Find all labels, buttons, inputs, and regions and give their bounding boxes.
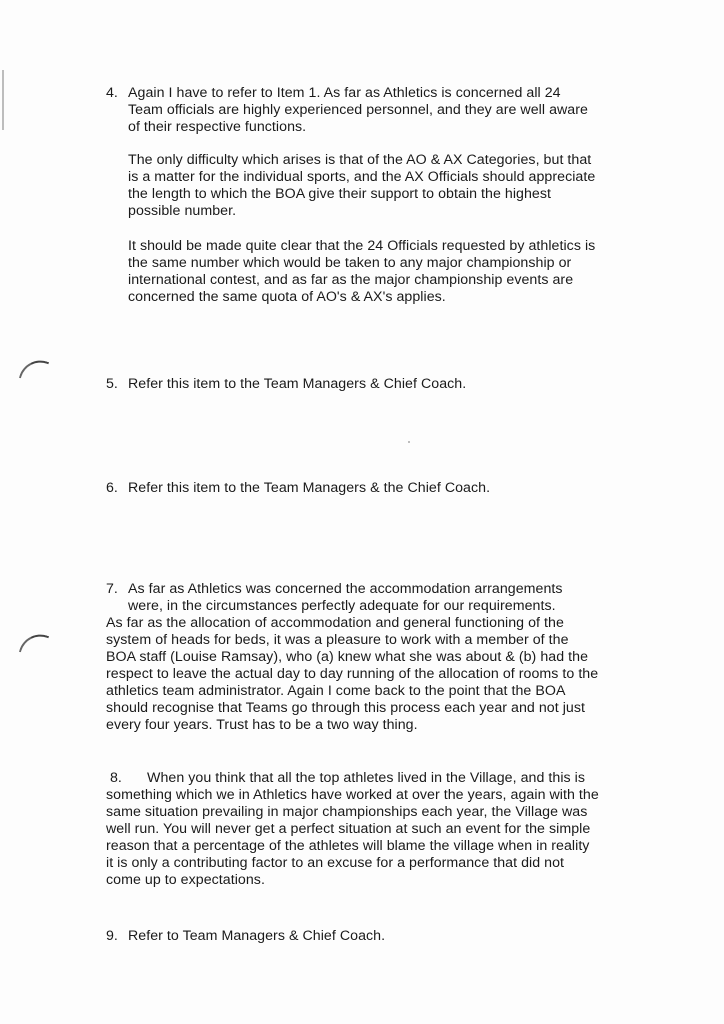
- item-7-line-2: were, in the circumstances perfectly adequate for our requirements.: [128, 598, 556, 614]
- item-4-p1-line-1: Again I have to refer to Item 1. As far as Athletics is concerned all 24: [128, 85, 561, 101]
- item-8-line-1: When you think that all the top athletes lived in the Village, and this is: [147, 770, 585, 786]
- item-8-line-7: come up to expectations.: [106, 872, 265, 888]
- punch-hole-mark-top: [19, 355, 49, 385]
- item-5-line-1: Refer this item to the Team Managers & Chief Coach.: [128, 376, 467, 392]
- item-9-line-1: Refer to Team Managers & Chief Coach.: [128, 928, 386, 944]
- item-7-line-5: BOA staff (Louise Ramsay), who (a) knew what she was about & (b) had the: [106, 649, 589, 665]
- item-7-line-7: athletics team administrator. Again I come back to the point that the BOA: [106, 683, 566, 699]
- scan-edge-mark: [2, 70, 4, 130]
- item-4-p3-line-1: It should be made quite clear that the 24 Officials requested by athletics is: [128, 238, 596, 254]
- item-7-line-3: As far as the allocation of accommodation and general functioning of the: [106, 615, 564, 631]
- item-4-p3-line-4: concerned the same quota of AO's & AX's applies.: [128, 289, 446, 305]
- item-8-number: 8.: [110, 770, 122, 786]
- item-7-number: 7.: [106, 581, 118, 597]
- item-7-line-4: system of heads for beds, it was a pleasure to work with a member of the: [106, 632, 569, 648]
- item-8-line-2: something which we in Athletics have worked at over the years, again with the: [106, 787, 599, 803]
- item-8-line-4: well run. You will never get a perfect situation at such an event for the simple: [106, 821, 591, 837]
- item-8-line-5: reason that a percentage of the athletes will blame the village when in reality: [106, 838, 590, 854]
- item-9-number: 9.: [106, 928, 118, 944]
- item-4-p2-line-1: The only difficulty which arises is that of the AO & AX Categories, but that: [128, 152, 592, 168]
- item-4-p1-line-2: Team officials are highly experienced personnel, and they are well aware: [128, 102, 588, 118]
- item-4-p2-line-3: the length to which the BOA give their support to obtain the highest: [128, 186, 551, 202]
- item-4-p3-line-2: the same number which would be taken to any major championship or: [128, 255, 572, 271]
- item-6-line-1: Refer this item to the Team Managers & the Chief Coach.: [128, 480, 491, 496]
- item-7-line-1: As far as Athletics was concerned the accommodation arrangements: [128, 581, 563, 597]
- scan-speck: [408, 441, 410, 443]
- item-8-line-3: same situation prevailing in major championships each year, the Village was: [106, 804, 588, 820]
- item-4-p2-line-2: is a matter for the individual sports, and the AX Officials should appreciate: [128, 169, 596, 185]
- item-4-p1-line-3: of their respective functions.: [128, 119, 307, 135]
- item-7-line-9: every four years. Trust has to be a two way thing.: [106, 717, 418, 733]
- item-7-line-6: respect to leave the actual day to day running of the allocation of rooms to the: [106, 666, 599, 682]
- item-7-line-8: should recognise that Teams go through this process each year and not just: [106, 700, 586, 716]
- item-5-number: 5.: [106, 376, 118, 392]
- item-8-line-6: it is only a contributing factor to an excuse for a performance that did not: [106, 855, 565, 871]
- item-4-p3-line-3: international contest, and as far as the major championship events are: [128, 272, 574, 288]
- item-6-number: 6.: [106, 480, 118, 496]
- item-4-number: 4.: [106, 85, 118, 101]
- item-4-p2-line-4: possible number.: [128, 203, 237, 219]
- punch-hole-mark-bottom: [19, 629, 49, 659]
